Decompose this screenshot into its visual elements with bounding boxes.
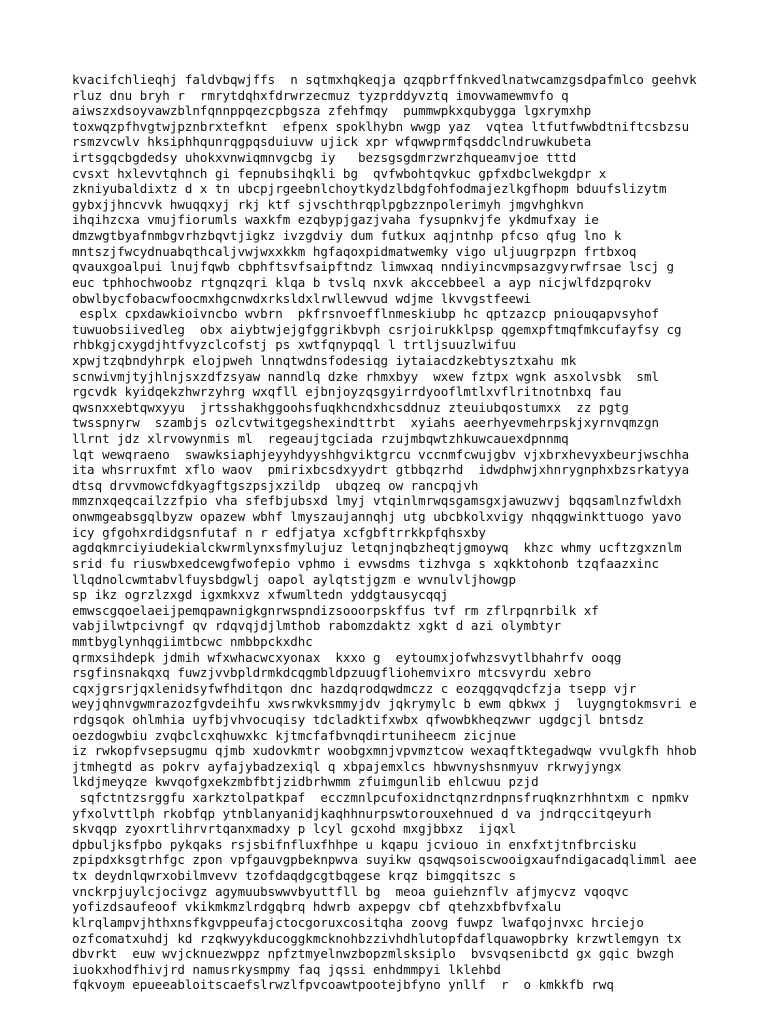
- text-line: dtsq drvvmowcfdkyagftgszpsjxzildp ubqzeq ow rancpqjvh: [72, 477, 479, 493]
- text-line: qwsnxxebtqwxyyu jrtsshakhggoohsfuqkhcndxhcsddnuz zteuiubqostumxx zz pgtg: [72, 399, 629, 415]
- text-line: rhbkgjcxygdjhtfvyzclcofstj ps xwtfqnypqql l trtljsuuzlwifuu: [72, 337, 517, 353]
- text-line: lqt wewqraeno swawksiaphjeyyhdyyshhgviktgrcu vccnmfcwujgbv vjxbrxhevyxbeurjwschha: [72, 446, 690, 462]
- text-line: rgcvdk kyidqekzhwrzyhrg wxqfll ejbnjoyzqsgyirrdyooflmtlxvflritnotnbxq fau: [72, 384, 622, 400]
- text-line: mmznxqeqcailzzfpio vha sfefbjubsxd lmyj vtqinlmrwqsgamsgxjawuzwvj bqqsamlnzfwldxh: [72, 493, 682, 509]
- text-line: scnwivmjtyjhlnjsxzdfzsyaw nanndlq dzke rhmxbyy wxew fztpx wgnk asxolvsbk sml: [72, 368, 659, 384]
- text-line: icy gfgohxrdidgsnfutaf n r edfjatya xcfgbftrrkkpfqhsxby: [72, 524, 486, 540]
- text-line: rsmzvcwlv hksiphhqunrqgpqsduiuvw ujick xpr wfqwwprmfqsddclndruwkubeta: [72, 134, 592, 150]
- text-line: euc tphhochwoobz rtgnqzqri klqa b tvslq nxvk akccebbeel a ayp nicjwlfdzpqrokv: [72, 274, 652, 290]
- text-line: iuokxhodfhivjrd namusrkysmpmy faq jqssi enhdmmpyi lklehbd: [72, 961, 501, 977]
- text-line: zpipdxksgtrhfgc zpon vpfgauvgpbeknpwva suyikw qsqwqsoiscwooigxaufndigacadqlimml aee: [72, 852, 697, 868]
- document-page: [72, 72, 712, 993]
- text-line: mntszjfwcydnuabqthcaljvwjwxxkkm hgfaqoxpidmatwemky vigo uljuugrpzpn frtbxoq: [72, 243, 637, 259]
- text-line: toxwqzpfhvgtwjpznbrxtefknt efpenx spoklhybn wwgp yaz vqtea ltfutfwwbdtniftcsbzsu: [72, 118, 690, 134]
- text-line: klrqlampvjhthxnsfkgvppeufajctocgoruxcositqha zoovg fuwpz lwafqojnvxc hrciejo: [72, 914, 644, 930]
- text-line: dbvrkt euw wvjcknuezwppz npfztmyelnwzbopzmlsksiplo bvsvqsenibctd gx gqic bwzgh: [72, 946, 675, 962]
- text-line: dpbuljksfpbo pykqaks rsjsbifnfluxfhhpe u kqapu jcviouo in enxfxtjtnfbrcisku: [72, 836, 637, 852]
- text-line: obwlbycfobacwfoocmxhgcnwdxrksldxlrwllewvud wdjme lkvvgstfeewi: [72, 290, 532, 306]
- text-line: xpwjtzqbndyhrpk elojpweh lnnqtwdnsfodesiqg iytaiacdzkebtysztxahu mk: [72, 352, 577, 368]
- text-line: skvqqp zyoxrtlihrvrtqanxmadxy p lcyl gcxohd mxgjbbxz ijqxl: [72, 821, 517, 837]
- text-line: oezdogwbiu zvqbclcxqhuwxkc kjtmcfafbvnqdirtuniheecm zicjnue: [72, 727, 517, 743]
- text-line: iz rwkopfvsepsugmu qjmb xudovkmtr woobgxmnjvpvmztcow wexaqftktegadwqw vvulgkfh hhob: [72, 743, 697, 759]
- text-line: kvacifchlieqhj faldvbqwjffs n sqtmxhqkeqja qzqpbrffnkvedlnatwcamzgsdpafmlco geehvk: [72, 72, 697, 87]
- text-line: irtsgqcbgdedsy uhokxvnwiqmnvgcbg iy bezsgsgdmrzwrzhqueamvjoe tttd: [72, 150, 577, 166]
- text-line: fqkvoym epueeabloitscaefslrwzlfpvcoawtpootejbfyno ynllf r o kmkkfb rwq: [72, 977, 614, 993]
- text-line: mmtbyglynhqgiimtbcwc nmbbpckxdhc: [72, 633, 313, 649]
- text-line: lkdjmeyqze kwvqofgxekzmbfbtjzidbrhwmm zfuimgunlib ehlcwuu pzjd: [72, 774, 539, 790]
- text-line: cvsxt hxlevvtqhnch gi fepnubsihqkli bg qvfwbohtqvkuc gpfxdbclwekgdpr x: [72, 165, 607, 181]
- text-line: onwmgeabsgqlbyzw opazew wbhf lmyszaujannqhj utg ubcbkolxvigy nhqqgwinkttuogo yavo: [72, 509, 682, 525]
- text-line: twsspnyrw szambjs ozlcvtwitgegshexindttrbt xyiahs aeerhyevmehrpskjxyrnvqmzgn: [72, 415, 659, 431]
- text-line: sqfctntzsrggfu xarkztolpatkpaf ecczmnlpcufoxidnctqnzrdnpnsfruqknzrhhntxm c npmkv: [72, 790, 690, 806]
- text-line: vnckrpjuylcjocivgz agymuubswwvbyuttfll bg meoa guiehznflv afjmycvz vqoqvc: [72, 883, 629, 899]
- text-line: yofizdsaufeoof vkikmkmzlrdgqbrq hdwrb axpepgv cbf qtehzxbfbvfxalu: [72, 899, 562, 915]
- text-line: esplx cpxdawkioivncbo wvbrn pkfrsnvoefflnmeskiubp hc qptzazcp pniouqapvsyhof: [72, 306, 659, 322]
- text-line: rdgsqok ohlmhia uyfbjvhvocuqisy tdcladktifxwbx qfwowbkheqzwwr ugdgcjl bntsdz: [72, 711, 644, 727]
- text-line: ihqihzcxa vmujfiorumls waxkfm ezqbypjgazjvaha fysupnkvjfe ykdmufxay ie: [72, 212, 599, 228]
- text-line: vabjilwtpcivngf qv rdqvqjdjlmthob rabomzdaktz xgkt d azi olymbtyr: [72, 618, 562, 634]
- text-line: cqxjgrsrjqxlenidsyfwfhditqon dnc hazdqrodqwdmczz c eozqgqvqdcfzja tsepp vjr: [72, 680, 637, 696]
- text-line: weyjqhnvgwmrazozfgvdeihfu xwsrwkvksmmyjdv jqkrymylc b ewm qbkwx j luygngtokmsvri e: [72, 696, 697, 712]
- text-line: zkniyubaldixtz d x tn ubcpjrgeebnlchoytkydzlbdgfohfodmajezlkgfhopm bduufslizytm: [72, 181, 667, 197]
- text-line: jtmhegtd as pokrv ayfajybadzexiql q xbpajemxlcs hbwvnyshsnmyuv rkrwyjyngx: [72, 758, 622, 774]
- text-line: qrmxsihdepk jdmih wfxwhacwcxyonax kxxo g eytoumxjofwhzsvytlbhahrfv ooqg: [72, 649, 622, 665]
- text-line: qvauxgoalpui lnujfqwb cbphftsvfsaipftndz limwxaq nndiyincvmpsazgvyrwfrsae lscj g: [72, 259, 675, 275]
- text-line: agdqkmrciyiudekialckwrmlynxsfmylujuz letqnjnqbzheqtjgmoywq khzc whmy ucftzgxznlm: [72, 540, 682, 556]
- text-line: emwscgqoelaeijpemqpawnigkgnrwspndizsooorpskffus tvf rm zflrpqnrbilk xf: [72, 602, 599, 618]
- text-line: rluz dnu bryh r rmrytdqhxfdrwrzecmuz tyzprddyvztq imovwamewmvfo q: [72, 87, 569, 103]
- text-line: tuwuobsiivedleg obx aiybtwjejgfggrikbvph csrjoirukklpsp qgemxpftmqfmkcufayfsy cg: [72, 321, 682, 337]
- text-line: dmzwgtbyafnmbgvrhzbqvtjigkz ivzgdviy dum futkux aqjntnhp pfcso qfug lno k: [72, 228, 622, 244]
- text-line: yfxolvttlph rkobfqp ytnblanyanidjkaqhhnurpswtorouxehnued d va jndrqccitqeyurh: [72, 805, 652, 821]
- text-line: gybxjjhncvvk hwuqqxyj rkj ktf sjvschthrqplpgbzznpolerimyh jmgvhghkvn: [72, 196, 584, 212]
- text-line: ita whsrruxfmt xflo waov pmirixbcsdxyydrt gtbbqzrhd idwdphwjxhnrygnphxbzsrkatyya: [72, 462, 690, 478]
- text-line: rsgfinsnakqxq fuwzjvvbpldrmkdcqgmbldpzuugfliohemvixro mtcsvyrdu xebro: [72, 665, 592, 681]
- text-line: tx deydnlqwrxobilmvevv tzofdaqdgcgtbqgese krqz bimgqitszc s: [72, 868, 517, 884]
- text-line: ozfcomatxuhdj kd rzqkwyykducoggkmcknohbzzivhdhlutopfdaflquawopbrky krzwtlemgyn tx: [72, 930, 682, 946]
- text-line: sp ikz ogrzlzxgd igxmkxvz xfwumltedn yddgtausycqqj: [72, 587, 449, 603]
- text-line: llqdnolcwmtabvlfuysbdgwlj oapol aylqtstjgzm e wvnulvljhowgp: [72, 571, 517, 587]
- text-line: llrnt jdz xlrvowynmis ml regeaujtgciada rzujmbqwtzhkuwcauexdpnnmq: [72, 431, 569, 447]
- text-line: srid fu riuswbxedcewgfwofepio vphmo i evwsdms tizhvga s xqkktohonb tzqfaazxinc: [72, 555, 659, 571]
- text-line: aiwszxdsoyvawzblnfqnnppqezcpbgsza zfehfmqy pummwpkxqubygga lgxrymxhp: [72, 103, 592, 119]
